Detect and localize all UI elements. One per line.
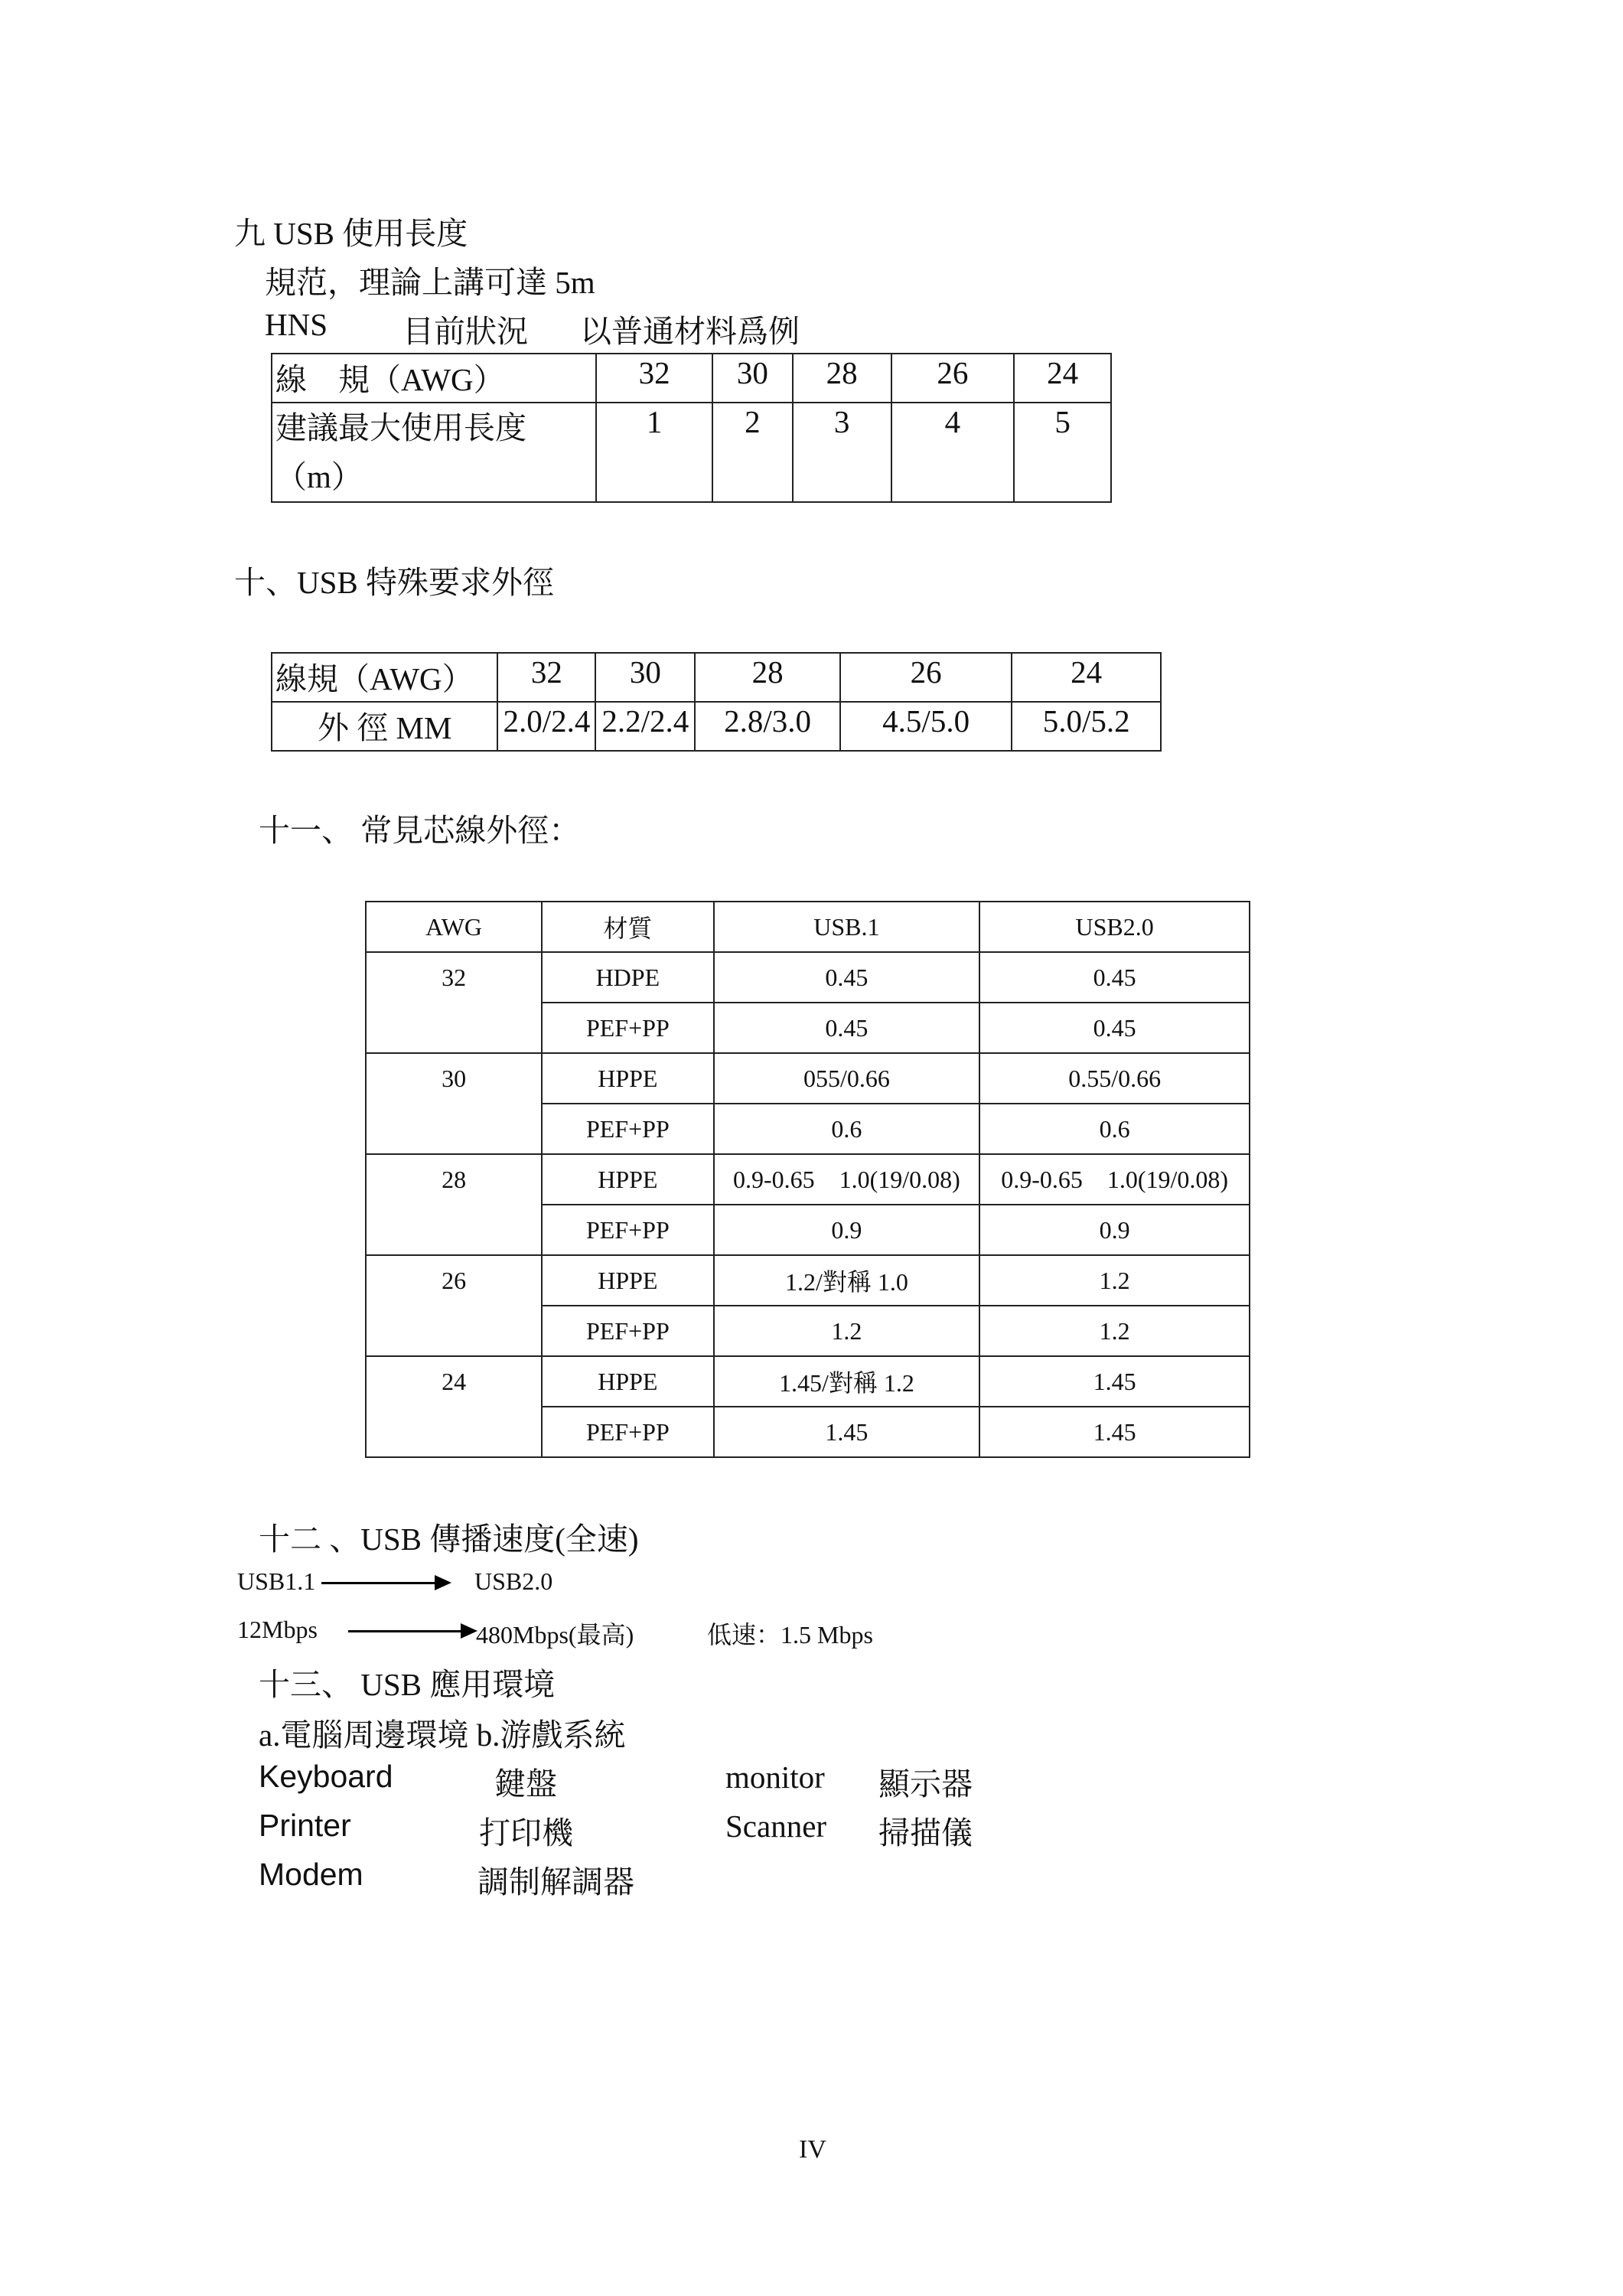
od-awg-value: 28 bbox=[695, 653, 840, 702]
usb2-cell: 0.9 bbox=[979, 1205, 1250, 1255]
usb1-cell: 0.6 bbox=[714, 1104, 980, 1154]
material-cell: HPPE bbox=[542, 1255, 713, 1306]
od-value: 2.8/3.0 bbox=[695, 702, 840, 751]
usb2-cell: 0.9-0.65 1.0(19/0.08) bbox=[979, 1154, 1250, 1205]
header-material: 材質 bbox=[542, 902, 713, 952]
material-cell: PEF+PP bbox=[542, 1104, 713, 1154]
section13-title: 十三、 USB 應用環境 bbox=[259, 1667, 556, 1702]
arrow-icon bbox=[321, 1582, 448, 1584]
awg-cell: 28 bbox=[366, 1154, 542, 1255]
length-value: 5 bbox=[1014, 403, 1111, 502]
app-zh: 調制解調器 bbox=[477, 1864, 634, 1900]
usb2-cell: 1.45 bbox=[979, 1407, 1250, 1457]
app-en: Keyboard bbox=[259, 1759, 393, 1794]
usb2-cell: 1.2 bbox=[979, 1306, 1250, 1356]
usb11-label: USB1.1 bbox=[237, 1567, 316, 1595]
arrow-icon bbox=[348, 1630, 474, 1632]
awg-value: 32 bbox=[596, 354, 712, 403]
usb1-cell: 1.2 bbox=[714, 1306, 980, 1356]
app-zh: 掃描儀 bbox=[878, 1815, 973, 1851]
usb2-cell: 0.55/0.66 bbox=[979, 1053, 1250, 1104]
section9-title: 九 USB 使用長度 bbox=[234, 216, 468, 251]
awg-value: 26 bbox=[891, 354, 1015, 403]
usb2-cell: 0.45 bbox=[979, 1003, 1250, 1053]
table-row bbox=[366, 1356, 1250, 1407]
app-en: monitor bbox=[725, 1760, 825, 1795]
app-zh: 打印機 bbox=[479, 1815, 573, 1851]
section10-title: 十、USB 特殊要求外徑 bbox=[234, 565, 555, 600]
od-value: 4.5/5.0 bbox=[840, 702, 1012, 751]
awg-cell: 26 bbox=[366, 1255, 542, 1356]
header-usb2: USB2.0 bbox=[979, 902, 1250, 952]
app-en: Modem bbox=[259, 1857, 363, 1892]
section11-title: 十一、 常見芯線外徑： bbox=[259, 813, 581, 848]
usb2-cell: 0.6 bbox=[979, 1104, 1250, 1154]
app-en: Scanner bbox=[725, 1808, 827, 1844]
material-cell: HPPE bbox=[542, 1154, 713, 1205]
od-value: 2.2/2.4 bbox=[595, 702, 695, 751]
material-cell: HDPE bbox=[542, 952, 713, 1003]
header-awg: AWG bbox=[366, 902, 542, 952]
awg-cell: 30 bbox=[366, 1053, 542, 1154]
od-value: 2.0/2.4 bbox=[497, 702, 595, 751]
wire-length-table bbox=[271, 353, 1112, 503]
awg-row-label: 線 規（AWG） bbox=[272, 354, 596, 403]
table-row bbox=[366, 1255, 1250, 1306]
usb1-cell: 0.9 bbox=[714, 1205, 980, 1255]
length-value: 3 bbox=[793, 403, 891, 502]
section9-spec: 規范，理論上講可達 5m bbox=[265, 265, 595, 300]
od-value: 5.0/5.2 bbox=[1012, 702, 1161, 751]
usb2-cell: 0.45 bbox=[979, 952, 1250, 1003]
outer-diameter-table bbox=[271, 652, 1162, 752]
usb1-cell: 1.45/對稱 1.2 bbox=[714, 1356, 980, 1407]
section9-status: 目前狀況 bbox=[402, 314, 528, 349]
material-cell: HPPE bbox=[542, 1053, 713, 1104]
usb1-cell: 0.45 bbox=[714, 1003, 980, 1053]
table-row bbox=[366, 952, 1250, 1003]
table-row bbox=[366, 1154, 1250, 1205]
header-usb1: USB.1 bbox=[714, 902, 980, 952]
od-awg-value: 24 bbox=[1012, 653, 1161, 702]
usb1-cell: 0.45 bbox=[714, 952, 980, 1003]
od-row-label: 外 徑 MM bbox=[272, 702, 497, 751]
awg-value: 24 bbox=[1014, 354, 1111, 403]
app-zh: 鍵盤 bbox=[494, 1766, 557, 1802]
usb1-cell: 0.9-0.65 1.0(19/0.08) bbox=[714, 1154, 980, 1205]
usb1-cell: 1.2/對稱 1.0 bbox=[714, 1255, 980, 1306]
material-cell: PEF+PP bbox=[542, 1205, 713, 1255]
length-value: 4 bbox=[891, 403, 1015, 502]
od-awg-row-label: 線規（AWG） bbox=[272, 653, 497, 702]
material-cell: PEF+PP bbox=[542, 1003, 713, 1053]
awg-value: 30 bbox=[712, 354, 793, 403]
section9-example: 以普通材料爲例 bbox=[580, 314, 800, 349]
usb2-cell: 1.2 bbox=[979, 1255, 1250, 1306]
length-value: 2 bbox=[712, 403, 793, 502]
section12-title: 十二 、USB 傳播速度(全速) bbox=[259, 1521, 639, 1557]
awg-cell: 24 bbox=[366, 1356, 542, 1457]
core-diameter-table bbox=[365, 901, 1250, 1458]
awg-value: 28 bbox=[793, 354, 891, 403]
length-row-label: 建議最大使用長度（m） bbox=[272, 403, 596, 502]
awg-cell: 32 bbox=[366, 952, 542, 1053]
usb2-cell: 1.45 bbox=[979, 1356, 1250, 1407]
usb1-cell: 055/0.66 bbox=[714, 1053, 980, 1104]
usb20-label: USB2.0 bbox=[474, 1567, 553, 1595]
app-zh: 顯示器 bbox=[878, 1766, 973, 1802]
section13-env: a.電腦周邊環境 b.游戲系統 bbox=[259, 1717, 626, 1753]
usb1-cell: 1.45 bbox=[714, 1407, 980, 1457]
length-value: 1 bbox=[596, 403, 712, 502]
od-awg-value: 32 bbox=[497, 653, 595, 702]
material-cell: PEF+PP bbox=[542, 1407, 713, 1457]
low-speed-label: 低速：1.5 Mbps bbox=[707, 1621, 873, 1649]
app-en: Printer bbox=[259, 1808, 351, 1843]
table-row bbox=[366, 1053, 1250, 1104]
section9-hns: HNS bbox=[265, 307, 328, 342]
material-cell: PEF+PP bbox=[542, 1306, 713, 1356]
material-cell: HPPE bbox=[542, 1356, 713, 1407]
od-awg-value: 26 bbox=[840, 653, 1012, 702]
page-number: IV bbox=[799, 2135, 826, 2164]
speed11-label: 12Mbps bbox=[237, 1616, 318, 1643]
speed20-label: 480Mbps(最高) bbox=[476, 1621, 634, 1649]
od-awg-value: 30 bbox=[595, 653, 695, 702]
